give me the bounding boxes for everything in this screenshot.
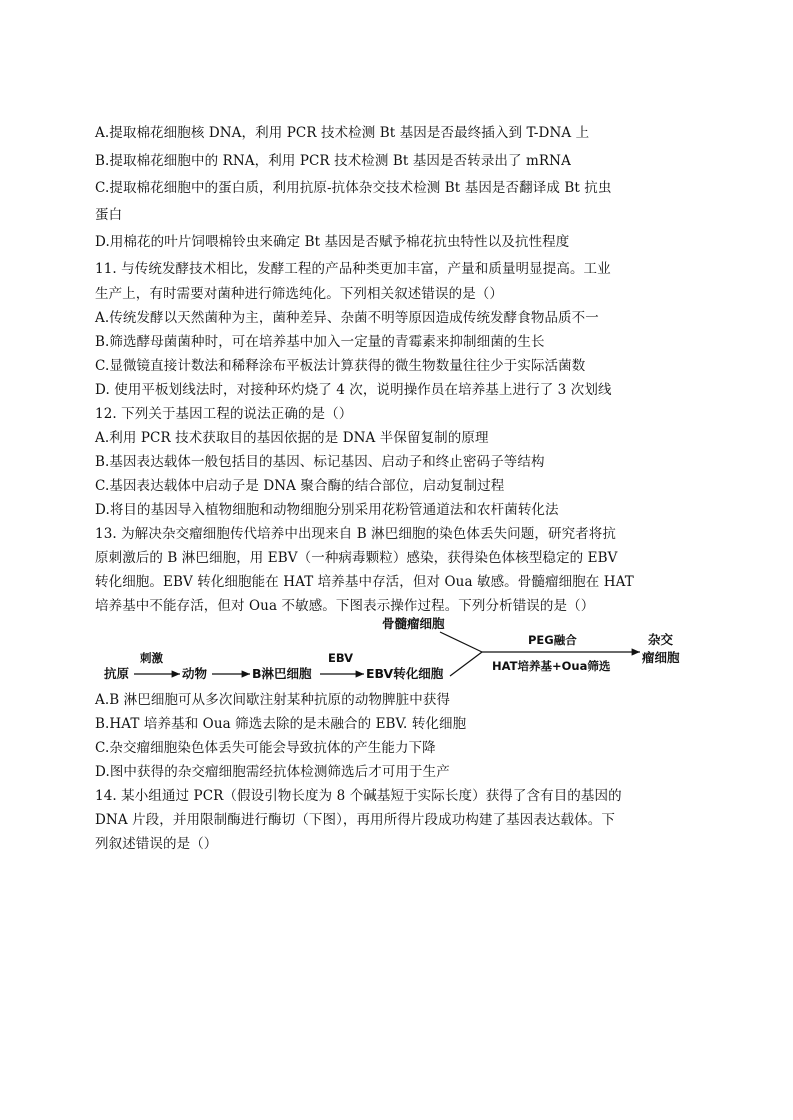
q13-option-d: D.图中获得的杂交瘤细胞需经抗体检测筛选后才可用于生产: [95, 764, 450, 780]
q12-option-b: B.基因表达载体一般包括目的基因、标记基因、启动子和终止密码子等结构: [95, 454, 545, 470]
q13-stem-line1: 13. 为解决杂交瘤细胞传代培养中出现来自 B 淋巴细胞的染色体丢失问题，研究者将抗: [95, 526, 616, 542]
q11-option-a: A.传统发酵以天然菌种为主，菌种差异、杂菌不明等原因造成传统发酵食物品质不一: [95, 310, 599, 326]
q12-option-d: D.将目的基因导入植物细胞和动物细胞分别采用花粉管通道法和农杆菌转化法: [95, 502, 559, 518]
diagram-ebv-cell-label: EBV转化细胞: [366, 666, 444, 681]
flow-diagram-svg: [100, 616, 700, 688]
q12-option-c: C.基因表达载体中启动子是 DNA 聚合酶的结合部位，启动复制过程: [95, 478, 505, 494]
merge-line-lower: [450, 652, 482, 676]
diagram-bcell-label: B淋巴细胞: [252, 666, 312, 681]
diagram-hybrid-label-1: 杂交: [648, 632, 674, 647]
q10-option-c-line1: C.提取棉花细胞中的蛋白质，利用抗原-抗体杂交技术检测 Bt 基因是否翻译成 Bt 抗虫: [95, 180, 612, 196]
q14-stem-line2: DNA 片段，并用限制酶进行酶切（下图），再用所得片段成功构建了基因表达载体。下: [95, 812, 615, 828]
q10-option-c-line2: 蛋白: [95, 207, 123, 223]
merge-line-upper: [440, 632, 482, 652]
q11-option-d: D. 使用平板划线法时，对接种环灼烧了 4 次，说明操作员在培养基上进行了 3 次划线: [95, 382, 612, 398]
q13-stem-line2: 原刺激后的 B 淋巴细胞，用 EBV（一种病毒颗粒）感染，获得染色体核型稳定的 EBV: [95, 550, 618, 566]
diagram-stimulate-label: 刺激: [140, 651, 163, 665]
diagram-hybrid-label-2: 瘤细胞: [642, 650, 680, 665]
q12-stem: 12. 下列关于基因工程的说法正确的是（）: [95, 406, 353, 422]
q13-stem-line4: 培养基中不能存活，但对 Oua 不敏感。下图表示操作过程。下列分析错误的是（）: [95, 598, 595, 614]
q12-option-a: A.利用 PCR 技术获取目的基因依据的是 DNA 半保留复制的原理: [95, 430, 489, 446]
q14-stem-line1: 14. 某小组通过 PCR（假设引物长度为 8 个碱基短于实际长度）获得了含有目的基因的: [95, 788, 622, 804]
diagram-ebv-label: EBV: [328, 651, 354, 665]
hybridoma-flow-diagram: [100, 616, 700, 688]
q10-option-a: A.提取棉花细胞核 DNA，利用 PCR 技术检测 Bt 基因是否最终插入到 T-DNA 上: [95, 125, 590, 141]
q13-option-a: A.B 淋巴细胞可从多次间歇注射某种抗原的动物脾脏中获得: [95, 692, 451, 708]
q11-option-b: B.筛选酵母菌菌种时，可在培养基中加入一定量的青霉素来抑制细菌的生长: [95, 334, 545, 350]
diagram-hat-label: HAT培养基+Oua筛选: [492, 659, 611, 673]
q10-option-d: D.用棉花的叶片饲喂棉铃虫来确定 Bt 基因是否赋予棉花抗虫特性以及抗性程度: [95, 234, 570, 250]
q11-stem-line1: 11. 与传统发酵技术相比，发酵工程的产品种类更加丰富，产量和质量明显提高。工业: [95, 261, 611, 277]
diagram-peg-label: PEG融合: [528, 633, 577, 647]
q13-stem-line3: 转化细胞。EBV 转化细胞能在 HAT 培养基中存活，但对 Oua 敏感。骨髓瘤细胞在 HAT: [95, 574, 634, 590]
q14-stem-line3: 列叙述错误的是（）: [95, 836, 218, 852]
q11-option-c: C.显微镜直接计数法和稀释涂布平板法计算获得的微生物数量往往少于实际活菌数: [95, 358, 586, 374]
q13-option-c: C.杂交瘤细胞染色体丢失可能会导致抗体的产生能力下降: [95, 740, 436, 756]
q13-option-b: B.HAT 培养基和 Oua 筛选去除的是未融合的 EBV. 转化细胞: [95, 716, 467, 732]
q11-stem-line2: 生产上，有时需要对菌种进行筛选纯化。下列相关叙述错误的是（）: [95, 286, 503, 302]
diagram-animal-label: 动物: [182, 666, 208, 681]
diagram-myeloma-label: 骨髓瘤细胞: [382, 616, 445, 631]
q10-option-b: B.提取棉花细胞中的 RNA，利用 PCR 技术检测 Bt 基因是否转录出了 mRNA: [95, 153, 571, 169]
diagram-antigen-label: 抗原: [104, 666, 130, 681]
